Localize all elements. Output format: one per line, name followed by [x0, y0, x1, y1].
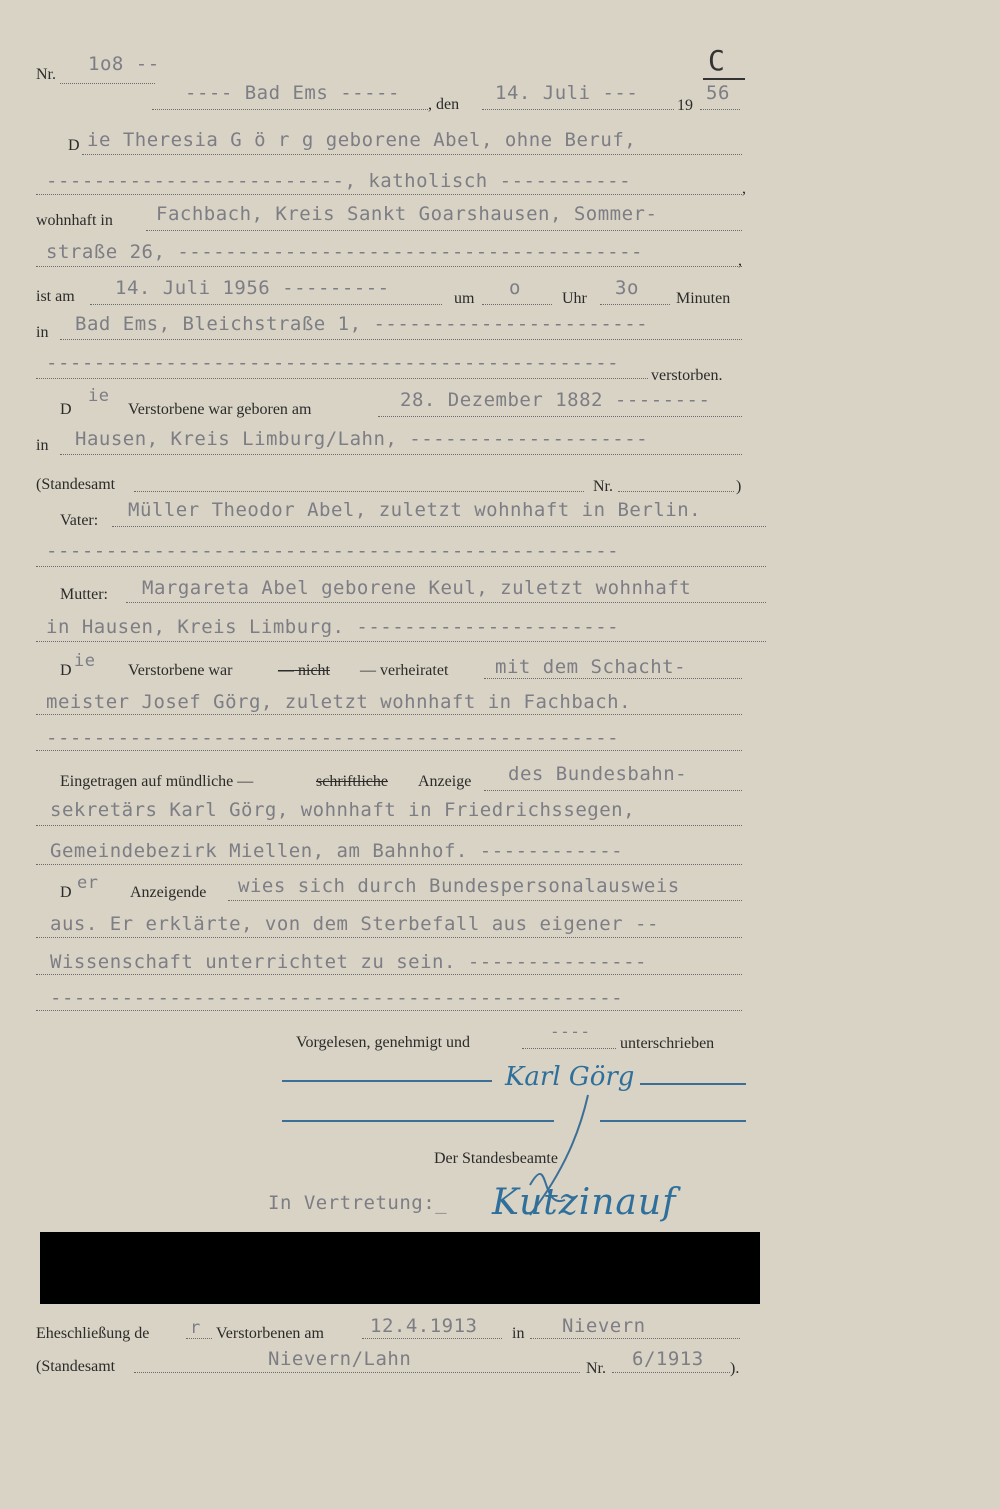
death-in-label: in [36, 324, 49, 341]
ident-d-suffix: er [77, 873, 99, 893]
registration-label-struck: schriftliche [316, 773, 388, 790]
mutter-label: Mutter: [60, 586, 108, 603]
d-letter: D [68, 137, 80, 154]
religion-comma: , [742, 180, 746, 197]
registration-line-2: sekretärs Karl Görg, wohnhaft in Friedrichssegen, [50, 799, 636, 821]
marriage-de-suffix: r [190, 1318, 201, 1338]
birth-label: Verstorbene war geboren am [128, 401, 312, 418]
vater-line-2: ------------------------------------------------ [46, 540, 620, 562]
marital-verheiratet: — verheiratet [360, 662, 449, 679]
marriage-close: ). [730, 1360, 740, 1377]
official-signature: Kutzinauf [492, 1182, 677, 1223]
marital-line-3: ------------------------------------------------ [46, 727, 620, 749]
marriage-standesamt: Nievern/Lahn [268, 1348, 412, 1370]
birth-place: Hausen, Kreis Limburg/Lahn, -------------------- [75, 428, 649, 450]
marriage-place: Nievern [562, 1315, 646, 1337]
deceased-name: ie Theresia G ö r g geborene Abel, ohne Beruf, [87, 129, 637, 151]
uhr-label: Uhr [562, 290, 587, 307]
registration-label-b: Anzeige [418, 773, 472, 790]
series-letter: C [708, 44, 725, 77]
birth-standesamt-label: (Standesamt [36, 476, 116, 493]
informant-signature: Karl Görg [505, 1062, 635, 1092]
register-number: 1o8 -- [88, 53, 160, 75]
death-hour: o [509, 277, 521, 299]
in-vertretung-label: In Vertretung:_ [268, 1192, 448, 1214]
marriage-nr: 6/1913 [632, 1348, 704, 1370]
death-minutes: 3o [615, 277, 639, 299]
year-suffix: 56 [706, 82, 730, 104]
address-comma: , [738, 252, 742, 269]
marital-nicht: — nicht [278, 662, 330, 679]
marriage-label-a: Eheschließung de [36, 1325, 150, 1342]
birth-d-letter: D [60, 401, 72, 418]
ident-line-3: Wissenschaft unterrichtet zu sein. --------------- [50, 951, 647, 973]
marital-d-suffix: ie [74, 651, 96, 671]
address-line-1: Fachbach, Kreis Sankt Goarshausen, Sommer- [156, 203, 658, 225]
registration-line-1: des Bundesbahn- [508, 763, 688, 785]
wohnhaft-label: wohnhaft in [36, 212, 113, 229]
birth-close: ) [736, 478, 742, 495]
registration-label-a: Eingetragen auf mündliche — [60, 773, 254, 790]
birth-nr-label: Nr. [593, 478, 613, 495]
register-place: ---- Bad Ems ----- [185, 82, 400, 104]
verstorben-label: verstorben. [651, 367, 723, 384]
year-prefix: 19 [677, 97, 693, 114]
death-place-1: Bad Ems, Bleichstraße 1, ----------------------- [75, 313, 649, 335]
marriage-in-label: in [512, 1325, 525, 1342]
birth-d-suffix: ie [88, 386, 110, 406]
death-date: 14. Juli 1956 --------- [115, 277, 390, 299]
marriage-label-b: Verstorbenen am [216, 1325, 324, 1342]
ident-d-letter: D [60, 884, 72, 901]
marital-d-letter: D [60, 662, 72, 679]
marriage-nr-label: Nr. [586, 1360, 606, 1377]
marital-line-2: meister Josef Görg, zuletzt wohnhaft in Fachbach. [46, 691, 632, 713]
nr-label: Nr. [36, 66, 56, 83]
marital-label: Verstorbene war [128, 662, 233, 679]
ident-line-1: wies sich durch Bundespersonalausweis [238, 875, 680, 897]
minuten-label: Minuten [676, 290, 731, 307]
marriage-date: 12.4.1913 [370, 1315, 478, 1337]
den-label: , den [428, 96, 460, 113]
unterschrieben-label: unterschrieben [620, 1035, 715, 1052]
mutter-line-2: in Hausen, Kreis Limburg. ---------------------- [46, 616, 620, 638]
redaction-bar [40, 1232, 760, 1304]
ident-line-4: ------------------------------------------------ [50, 987, 624, 1009]
birth-date: 28. Dezember 1882 -------- [400, 389, 711, 411]
address-line-2: straße 26, --------------------------------------- [46, 241, 643, 263]
marriage-standesamt-label: (Standesamt [36, 1358, 116, 1375]
ist-am-label: ist am [36, 288, 75, 305]
ident-label: Anzeigende [130, 884, 207, 901]
birth-in-label: in [36, 437, 49, 454]
religion-line: -------------------------, katholisch ----------- [46, 170, 632, 192]
registration-line-3: Gemeindebezirk Miellen, am Bahnhof. ------------ [50, 840, 624, 862]
mutter-value: Margareta Abel geborene Keul, zuletzt wohnhaft [142, 577, 692, 599]
marital-line-1: mit dem Schacht- [495, 656, 687, 678]
vorgelesen-blank: ---- [550, 1022, 591, 1041]
vorgelesen-label: Vorgelesen, genehmigt und [296, 1034, 471, 1051]
standesbeamte-label: Der Standesbeamte [434, 1150, 558, 1167]
um-label: um [454, 290, 475, 307]
vater-label: Vater: [60, 512, 99, 529]
vater-value: Müller Theodor Abel, zuletzt wohnhaft in Berlin. [128, 499, 702, 521]
death-place-2: ------------------------------------------------ [46, 352, 620, 374]
register-date: 14. Juli --- [495, 82, 639, 104]
ident-line-2: aus. Er erklärte, von dem Sterbefall aus eigener -- [50, 913, 659, 935]
